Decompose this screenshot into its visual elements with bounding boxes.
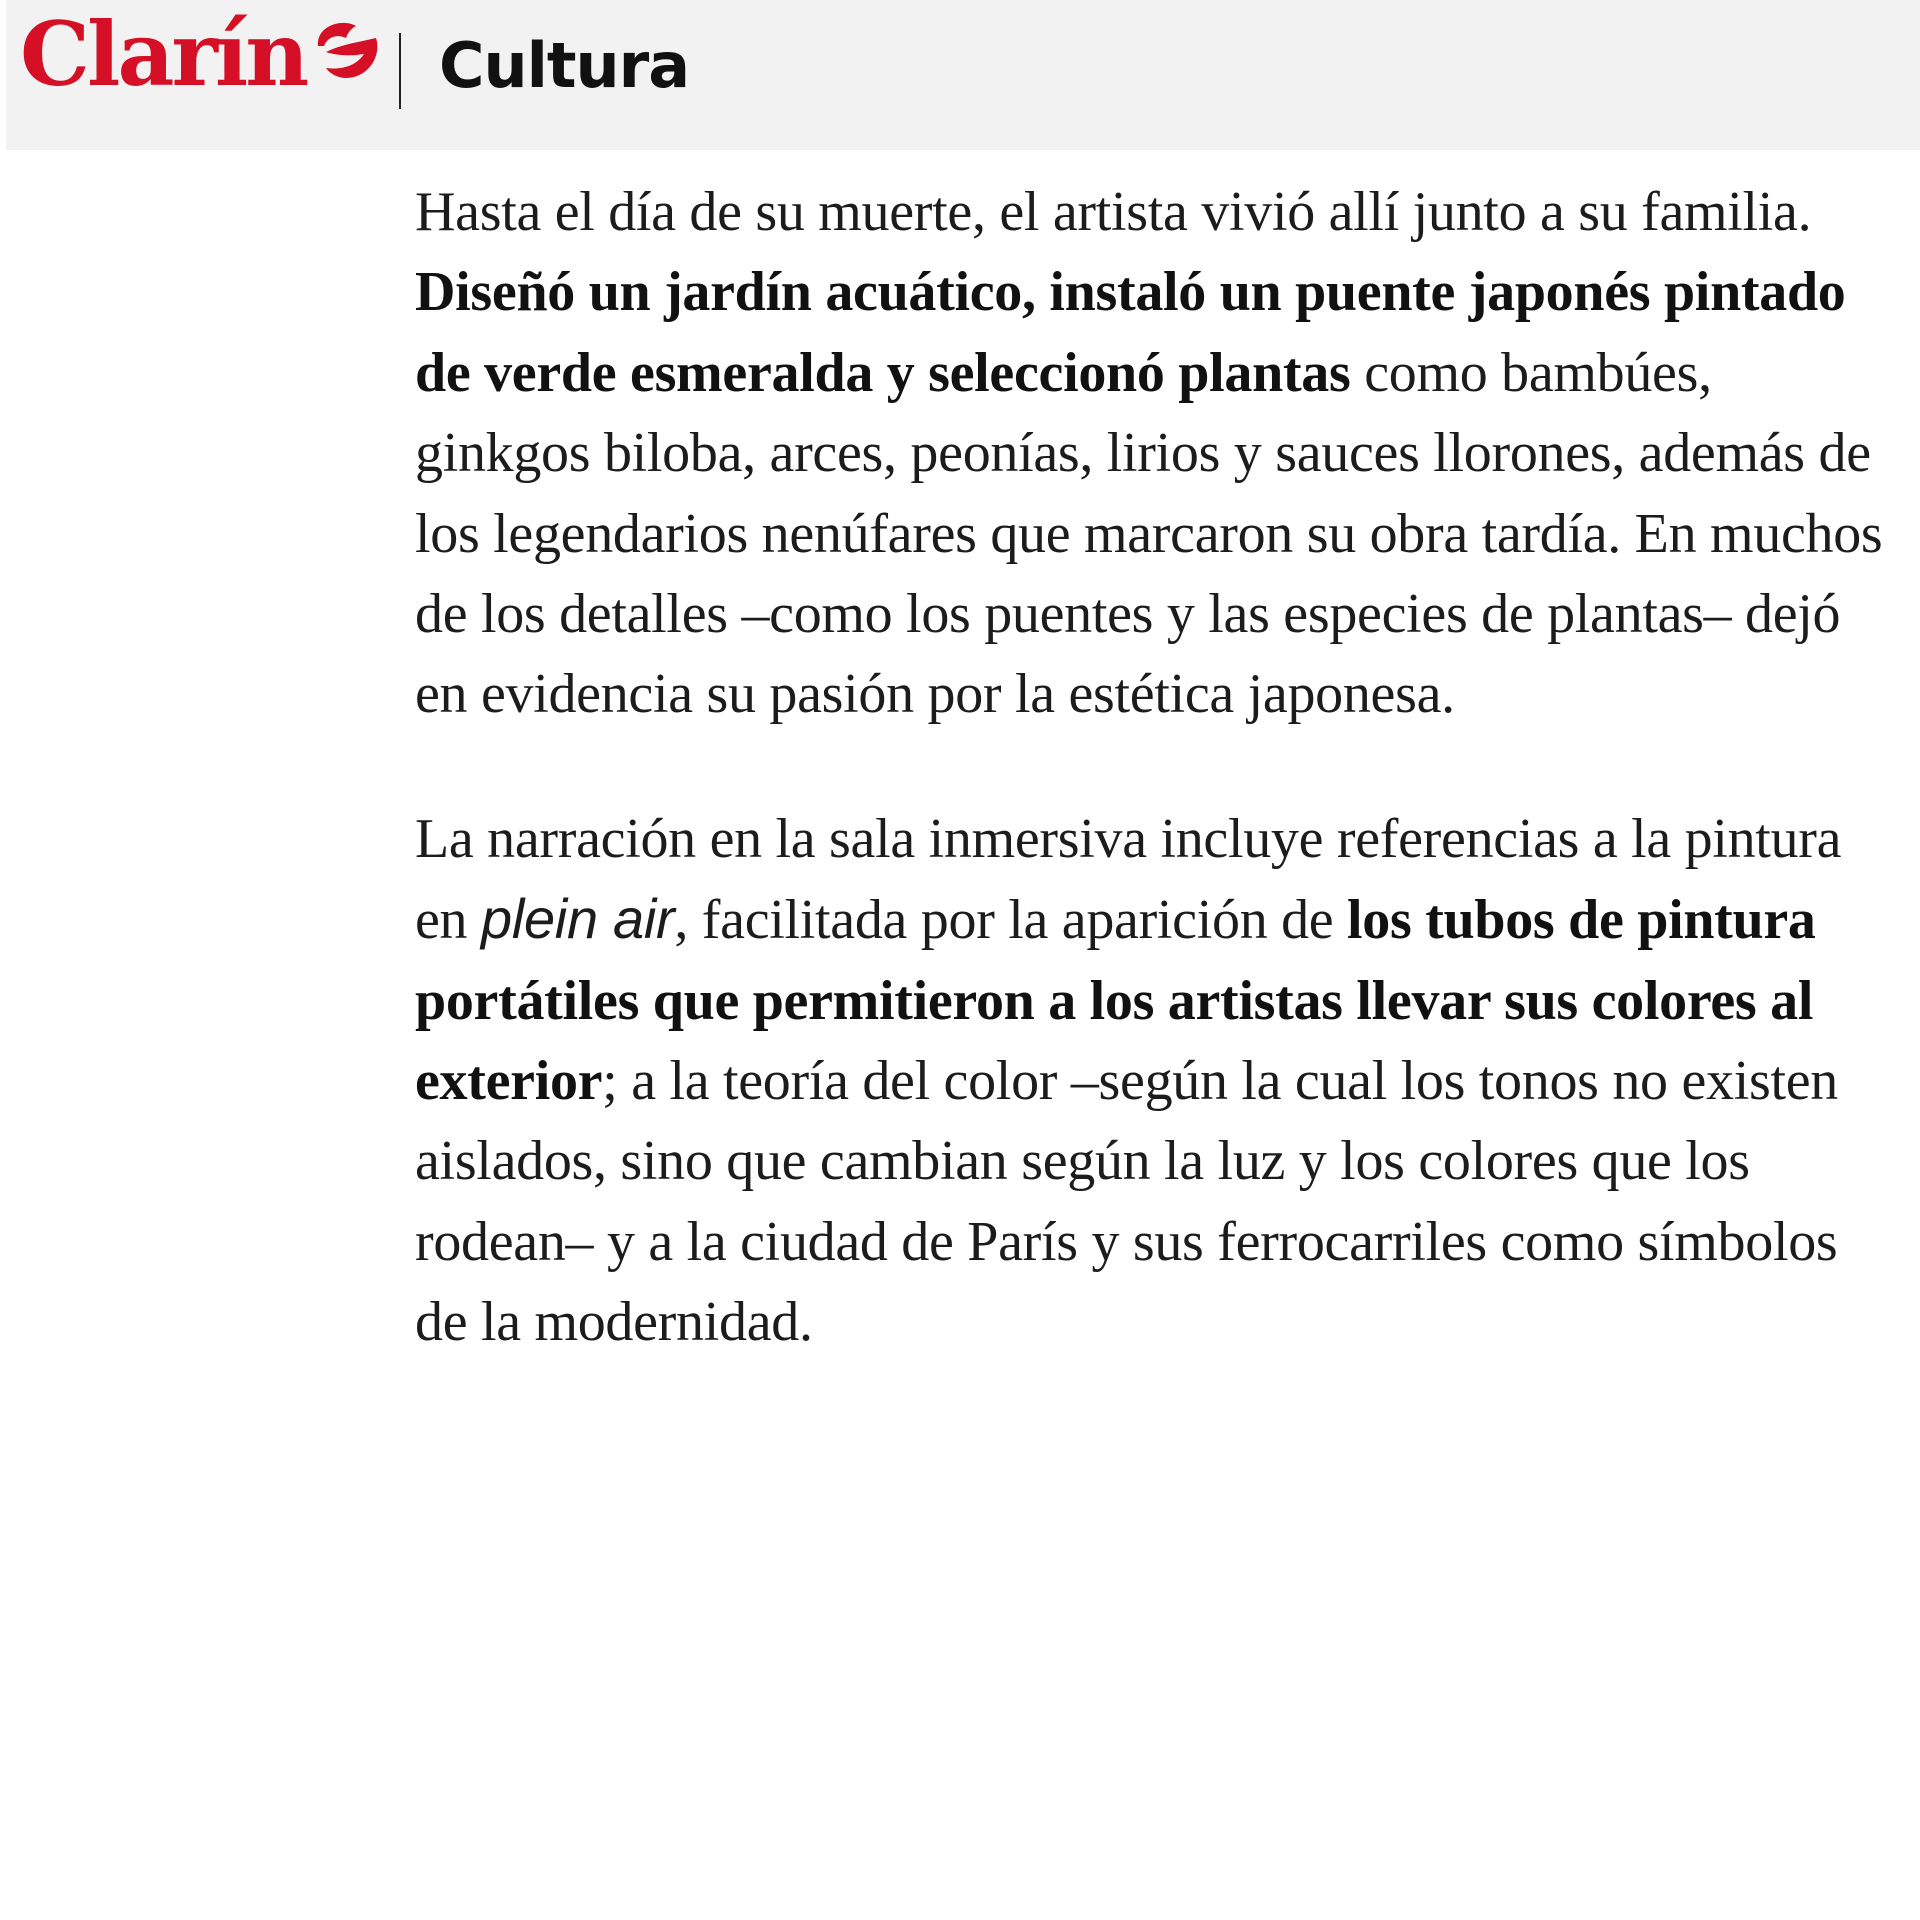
paragraph-2-text-2: , facilitada por la aparición de [674,889,1348,952]
paragraph-1-text-1: Hasta el día de su muerte, el artista vivió allí junto a su familia. [415,181,1812,243]
logo-text: Clarín [20,2,307,106]
clarin-mark-icon [312,16,384,86]
paragraph-1-bold-1: Diseñó un jardín acuático, instaló un puente japonés pintado de verde esmeralda y seleccionó plantas [415,261,1846,404]
paragraph-2-text-3: ; a la teoría del color –según la cual los tonos no existen aislados, sino que cambian según la luz y los colores que los rodean– y a la ciudad de París y sus ferrocarriles como símbolos de la modernidad. [415,1050,1838,1354]
paragraph-2 [415,799,1885,1363]
paragraph-2-italic-1: plein air [480,887,675,951]
paragraph-2-text-1: La narración en la sala inmersiva incluye referencias a la pintura en [415,807,1842,952]
article-body [415,172,1885,1427]
paragraph-2-bold-1: los tubos de pintura portátiles que permitieron a los artistas llevar sus colores al exterior [415,889,1816,1113]
clarin-logo[interactable] [20,2,384,106]
section-title[interactable]: Cultura [439,29,690,102]
paragraph-1 [415,172,1885,735]
paragraph-1-text-2: como bambúes, ginkgos biloba, arces, peonías, lirios y sauces llorones, además de los legendarios nenúfares que marcaron su obra tardía. En muchos de los detalles –como los puentes y las especies de plantas– dejó en evidencia su pasión por la estética japonesa. [415,341,1883,726]
header-divider [399,33,401,109]
site-header [6,0,1920,150]
